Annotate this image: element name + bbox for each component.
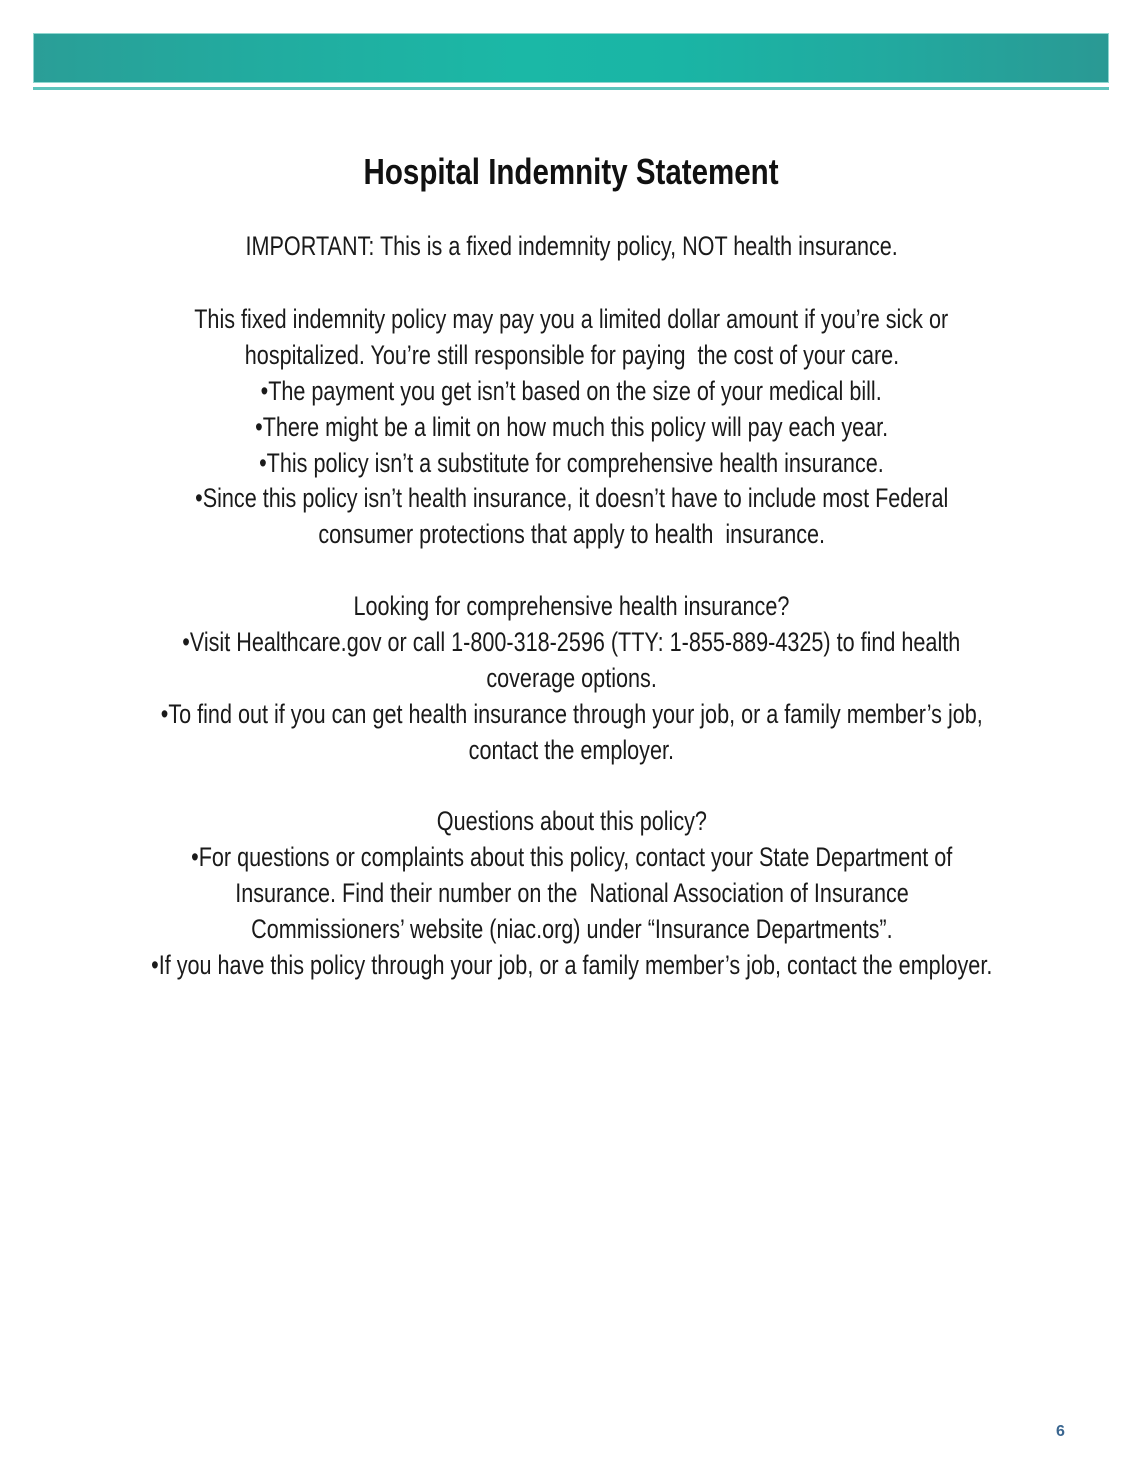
intro-line-2: hospitalized. You’re still responsible for paying the cost of your care. [244, 340, 899, 370]
page-number: 6 [1056, 1423, 1065, 1440]
intro-bullet: •Since this policy isn’t health insurance, it doesn’t have to include most Federal [194, 483, 949, 513]
intro-line-1: This fixed indemnity policy may pay you a limited dollar amount if you’re sick or [194, 304, 949, 334]
looking-heading: Looking for comprehensive health insurance? [353, 591, 790, 621]
page-title [0, 150, 1143, 194]
questions-heading: Questions about this policy? [436, 806, 707, 836]
questions-bullet: •If you have this policy through your job, or a family member’s job, contact the employer. [150, 950, 993, 980]
questions-bullet-continuation: Commissioners’ website (niac.org) under “Insurance Departments”. [250, 914, 893, 944]
questions-bullet-continuation: Insurance. Find their number on the National Association of Insurance [234, 878, 909, 908]
looking-bullet-continuation: contact the employer. [468, 735, 675, 765]
page-title-text: Hospital Indemnity Statement [364, 151, 779, 192]
intro-bullet: •There might be a limit on how much this policy will pay each year. [254, 412, 889, 442]
looking-bullet: •Visit Healthcare.gov or call 1-800-318-2596 (TTY: 1-855-889-4325) to find health [182, 627, 961, 657]
header-banner [33, 33, 1109, 83]
looking-bullet-continuation: coverage options. [486, 663, 657, 693]
intro-bullet-continuation: consumer protections that apply to health insurance. [318, 519, 825, 549]
intro-bullet: •The payment you get isn’t based on the size of your medical bill. [260, 376, 883, 406]
questions-bullet: •For questions or complaints about this policy, contact your State Department of [190, 842, 953, 872]
header-rule [33, 87, 1109, 90]
important-notice: IMPORTANT: This is a fixed indemnity policy, NOT health insurance. [245, 231, 898, 261]
intro-bullet: •This policy isn’t a substitute for comprehensive health insurance. [259, 448, 884, 478]
looking-bullet: •To find out if you can get health insurance through your job, or a family member’s job, [160, 699, 983, 729]
